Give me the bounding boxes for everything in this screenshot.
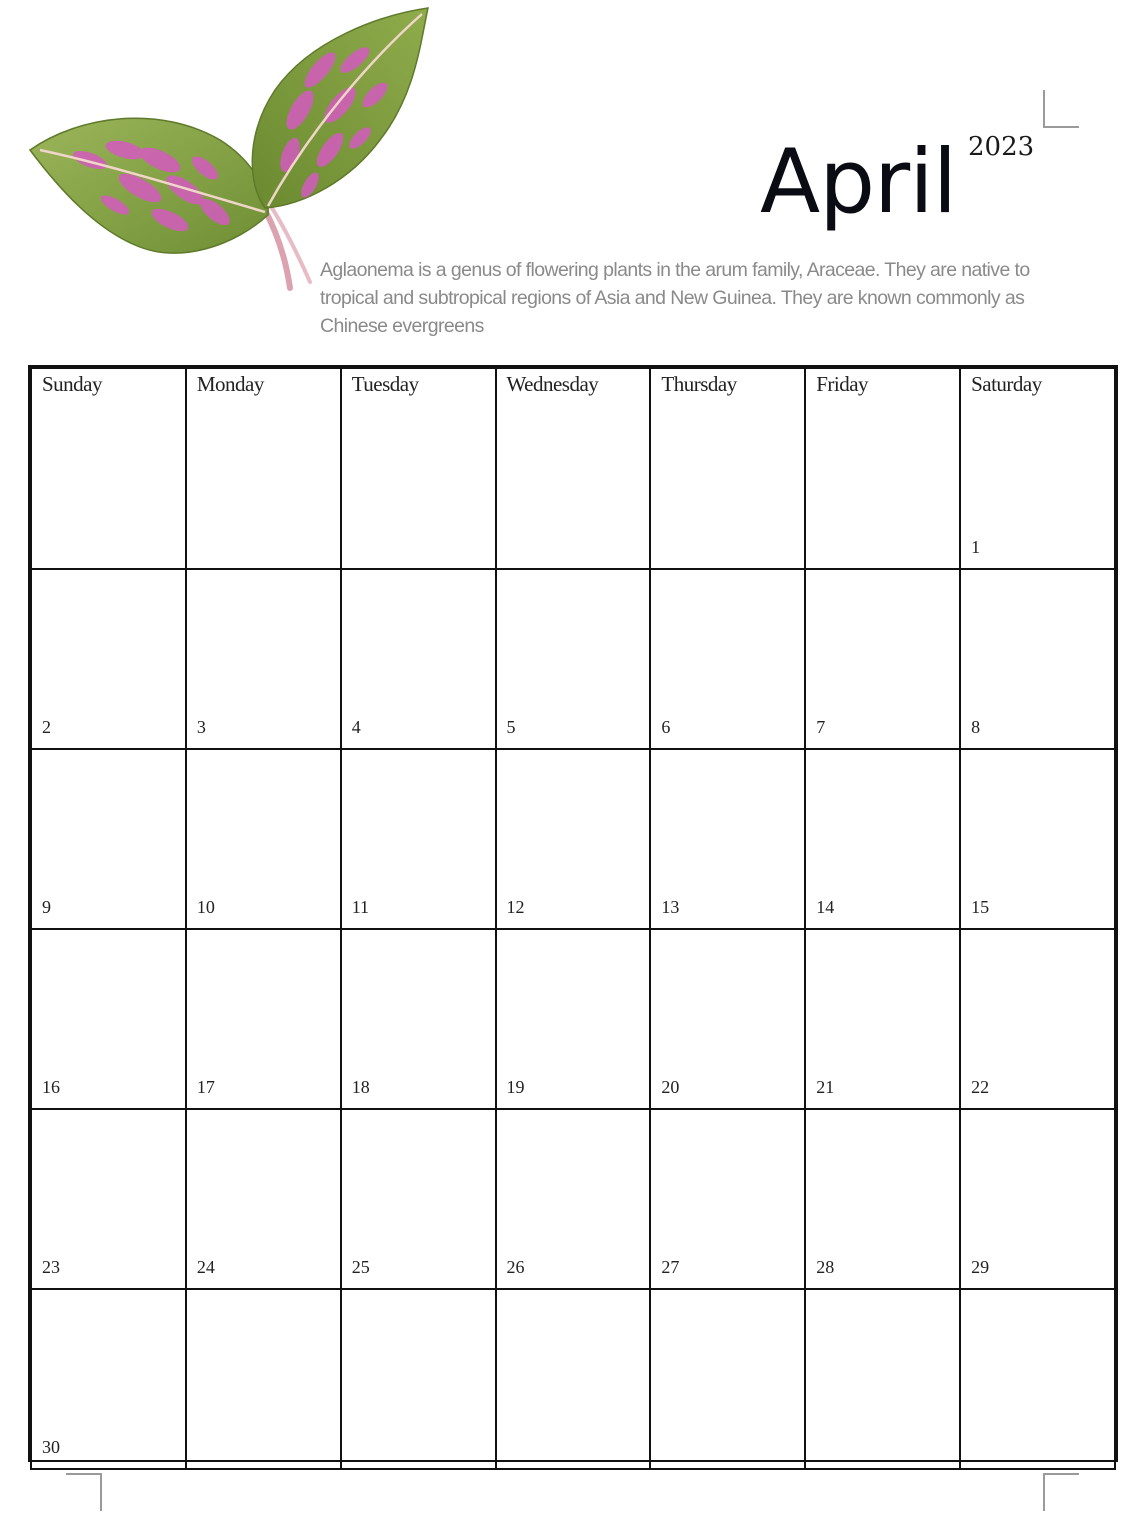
calendar-day-cell <box>496 749 651 929</box>
calendar-day-cell <box>341 569 496 749</box>
day-number: 9 <box>42 897 51 917</box>
weekday-label: Saturday <box>971 372 1042 396</box>
calendar-day-cell <box>341 368 496 569</box>
weekday-label: Wednesday <box>506 372 599 396</box>
day-number: 20 <box>661 1077 680 1097</box>
day-number: 30 <box>42 1437 60 1457</box>
calendar-day-cell <box>960 368 1115 569</box>
day-number: 29 <box>971 1257 990 1277</box>
calendar-day-cell <box>650 1289 805 1469</box>
day-number: 13 <box>661 897 680 917</box>
day-number: 25 <box>351 1257 370 1277</box>
calendar-day-cell <box>186 749 341 929</box>
day-number: 14 <box>816 897 835 917</box>
day-number: 27 <box>661 1257 680 1277</box>
calendar-week-row <box>31 368 1115 569</box>
weekday-label: Sunday <box>42 372 102 396</box>
calendar-day-cell <box>805 368 960 569</box>
day-number: 19 <box>506 1077 525 1097</box>
calendar-grid <box>28 365 1118 1462</box>
calendar-day-cell <box>496 1289 651 1469</box>
calendar-day-cell <box>31 368 186 569</box>
calendar-day-cell <box>186 569 341 749</box>
weekday-label: Friday <box>816 372 869 396</box>
calendar-day-cell <box>650 929 805 1109</box>
month-description: Aglaonema is a genus of flowering plants in the arum family, Araceae. They are native to tropical and subtropical regions of Asia and New Guinea. They are known commonly as Chinese evergreens <box>320 259 1030 337</box>
calendar-day-cell <box>805 1289 960 1469</box>
calendar-day-cell <box>650 1109 805 1289</box>
day-number: 21 <box>816 1077 835 1097</box>
day-number: 1 <box>971 537 981 557</box>
day-number: 26 <box>506 1257 525 1277</box>
day-number: 18 <box>351 1077 370 1097</box>
day-number: 4 <box>351 717 361 737</box>
calendar-day-cell <box>31 929 186 1109</box>
day-number: 17 <box>196 1077 215 1097</box>
aglaonema-leaves-icon <box>20 0 450 300</box>
day-number: 11 <box>351 897 370 917</box>
calendar-day-cell <box>650 368 805 569</box>
calendar-day-cell <box>31 1289 186 1469</box>
day-number: 7 <box>816 717 826 737</box>
day-number: 10 <box>196 897 215 917</box>
calendar-day-cell <box>960 1289 1115 1469</box>
weekday-label: Thursday <box>661 372 737 396</box>
crop-mark-bottom-left <box>66 1473 102 1511</box>
calendar-week-row <box>31 1289 1115 1469</box>
day-number: 6 <box>661 717 671 737</box>
calendar-day-cell <box>960 929 1115 1109</box>
calendar-week-row <box>31 749 1115 929</box>
day-number: 23 <box>42 1257 60 1277</box>
day-number: 24 <box>196 1257 215 1277</box>
calendar-day-cell <box>805 1109 960 1289</box>
calendar-day-cell <box>341 749 496 929</box>
day-number: 15 <box>971 897 990 917</box>
calendar-day-cell <box>341 1109 496 1289</box>
day-number: 16 <box>42 1077 60 1097</box>
calendar-day-cell <box>650 569 805 749</box>
day-number: 3 <box>196 717 206 737</box>
year-label: 2023 <box>968 132 1035 162</box>
calendar-week-row <box>31 569 1115 749</box>
calendar-day-cell <box>186 1289 341 1469</box>
calendar-day-cell <box>960 749 1115 929</box>
calendar-day-cell <box>805 569 960 749</box>
calendar-week-row <box>31 1109 1115 1289</box>
month-title: April <box>760 130 957 233</box>
day-number: 2 <box>42 717 51 737</box>
calendar-day-cell <box>186 368 341 569</box>
calendar-day-cell <box>31 749 186 929</box>
calendar-day-cell <box>31 1109 186 1289</box>
calendar-week-row <box>31 929 1115 1109</box>
calendar-day-cell <box>341 929 496 1109</box>
calendar-day-cell <box>496 1109 651 1289</box>
calendar-day-cell <box>341 1289 496 1469</box>
day-number: 5 <box>506 717 516 737</box>
day-number: 28 <box>816 1257 835 1277</box>
weekday-label: Tuesday <box>351 372 419 396</box>
calendar-day-cell <box>650 749 805 929</box>
calendar-day-cell <box>186 929 341 1109</box>
calendar-day-cell <box>960 569 1115 749</box>
calendar-day-cell <box>186 1109 341 1289</box>
calendar-day-cell <box>960 1109 1115 1289</box>
calendar-day-cell <box>496 929 651 1109</box>
weekday-label: Monday <box>196 372 264 396</box>
calendar-day-cell <box>805 929 960 1109</box>
crop-mark-bottom-right <box>1043 1473 1079 1511</box>
day-number: 22 <box>971 1077 990 1097</box>
crop-mark-top-right <box>1043 90 1079 128</box>
day-number: 8 <box>971 717 981 737</box>
day-number: 12 <box>506 897 525 917</box>
calendar-day-cell <box>31 569 186 749</box>
calendar-day-cell <box>496 368 651 569</box>
calendar-day-cell <box>805 749 960 929</box>
calendar-day-cell <box>496 569 651 749</box>
calendar-table <box>30 367 1116 1470</box>
